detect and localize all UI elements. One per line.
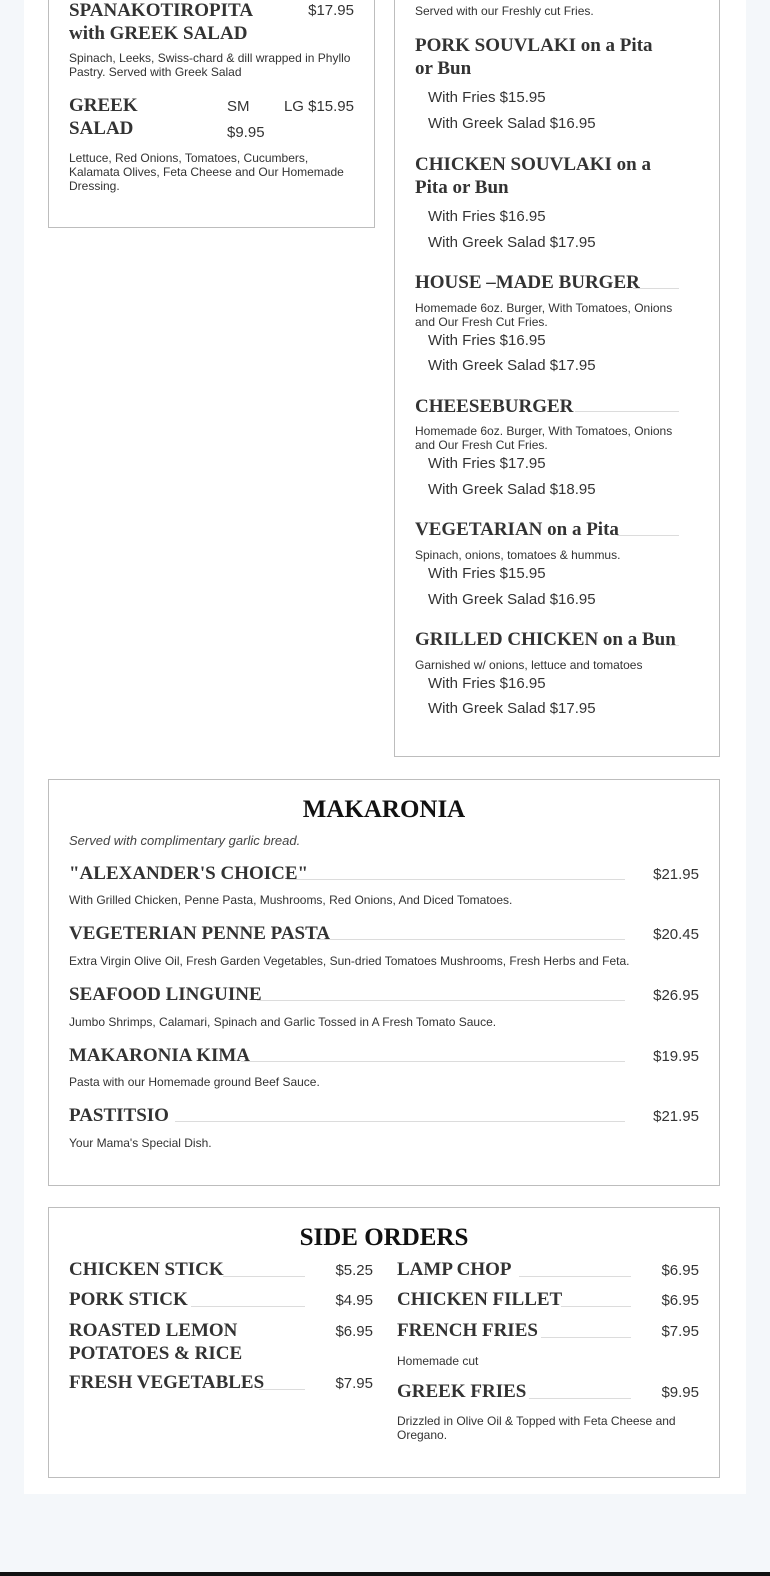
side-item-price: $6.95 (335, 1323, 373, 1340)
side-item-price: $4.95 (335, 1292, 373, 1309)
side-item-description: Homemade cut (397, 1354, 479, 1368)
dish-description: Lettuce, Red Onions, Tomatoes, Cucumbers, Kalamata Olives, Feta Cheese and Our Homemade Dressing. (69, 151, 344, 193)
dish-name: SEAFOOD LINGUINE (69, 984, 262, 1005)
dish-price: $9.95 (227, 124, 265, 141)
dotted-leader (519, 1276, 631, 1277)
dish-price: $19.95 (653, 1048, 699, 1065)
dish-description: With Grilled Chicken, Penne Pasta, Mushrooms, Red Onions, And Diced Tomatoes. (69, 893, 513, 907)
dish-name: CHICKEN SOUVLAKI on a Pita or Bun (415, 154, 651, 198)
side-item-name: FRENCH FRIES (397, 1320, 538, 1341)
dish-price-large: LG $15.95 (283, 98, 354, 115)
side-item-name: CHICKEN FILLET (397, 1289, 563, 1310)
section-title: MAKARONIA (302, 796, 466, 823)
dish-name: "ALEXANDER'S CHOICE" (69, 863, 309, 884)
dish-name: VEGETERIAN PENNE PASTA (69, 923, 331, 944)
dish-description: Extra Virgin Olive Oil, Fresh Garden Vegetables, Sun-dried Tomatoes Mushrooms, Fresh Herbs and Feta. (69, 954, 630, 968)
side-item-price: $5.25 (335, 1262, 373, 1279)
dish-name: PASTITSIO (69, 1105, 169, 1126)
dish-price: $26.95 (653, 987, 699, 1004)
dotted-leader (241, 1061, 625, 1062)
dish-price: $21.95 (653, 866, 699, 883)
option-price: With Greek Salad $17.95 (428, 357, 596, 374)
option-price: With Greek Salad $16.95 (428, 115, 596, 132)
dish-description: Spinach, onions, tomatoes & hummus. (415, 548, 621, 562)
dotted-leader (259, 1389, 305, 1390)
side-item-price: $6.95 (661, 1262, 699, 1279)
option-price: With Fries $16.95 (428, 675, 546, 692)
side-item-price: $7.95 (661, 1323, 699, 1340)
side-item-price: $9.95 (661, 1384, 699, 1401)
dish-name: MAKARONIA KIMA (69, 1045, 251, 1066)
dotted-leader (287, 879, 625, 880)
dotted-leader (257, 1000, 625, 1001)
dish-name: VEGETARIAN on a Pita (415, 519, 619, 540)
dish-description: Homemade 6oz. Burger, With Tomatoes, Onions and Our Fresh Cut Fries. (415, 424, 673, 452)
side-item-name: LAMP CHOP (397, 1259, 512, 1280)
dotted-leader (541, 1337, 631, 1338)
side-item-name: ROASTED LEMON POTATOES & RICE (69, 1320, 243, 1364)
dish-description: Homemade 6oz. Burger, With Tomatoes, Onions and Our Fresh Cut Fries. (415, 301, 673, 329)
dotted-leader (223, 1276, 305, 1277)
dish-description: Garnished w/ onions, lettuce and tomatoes (415, 658, 643, 672)
dotted-leader (633, 288, 679, 289)
footer-bar (0, 1572, 770, 1576)
dotted-leader (669, 645, 679, 646)
dish-name: CHEESEBURGER (415, 396, 574, 417)
side-item-description: Drizzled in Olive Oil & Topped with Feta Cheese and Oregano. (397, 1414, 676, 1442)
side-item-name: FRESH VEGETABLES (69, 1372, 265, 1393)
right-menu-panel (394, 0, 720, 757)
side-item-name: PORK STICK (69, 1289, 188, 1310)
option-price: With Greek Salad $17.95 (428, 700, 596, 717)
dish-description: Pasta with our Homemade ground Beef Sauce. (69, 1075, 320, 1089)
option-price: With Fries $15.95 (428, 89, 546, 106)
size-label: SM (227, 98, 250, 115)
side-item-price: $7.95 (335, 1375, 373, 1392)
dish-name: PORK SOUVLAKI on a Pita or Bun (415, 35, 653, 79)
side-item-name: CHICKEN STICK (69, 1259, 224, 1280)
dish-price: $21.95 (653, 1108, 699, 1125)
dotted-leader (191, 1306, 305, 1307)
side-orders-section (48, 1207, 720, 1478)
section-note: Served with complimentary garlic bread. (69, 833, 301, 848)
dotted-leader (617, 535, 679, 536)
dish-name: GREEK SALAD (69, 95, 138, 139)
dotted-leader (561, 1306, 631, 1307)
makaronia-section (48, 779, 720, 1186)
dish-description: Your Mama's Special Dish. (69, 1136, 212, 1150)
dish-price: $17.95 (308, 2, 354, 19)
dish-description: Spinach, Leeks, Swiss-chard & dill wrapped in Phyllo Pastry. Served with Greek Salad (69, 51, 351, 79)
option-price: With Greek Salad $18.95 (428, 481, 596, 498)
dotted-leader (317, 939, 625, 940)
option-price: With Fries $17.95 (428, 455, 546, 472)
option-price: With Greek Salad $17.95 (428, 234, 596, 251)
dish-description: Jumbo Shrimps, Calamari, Spinach and Garlic Tossed in A Fresh Tomato Sauce. (69, 1015, 497, 1029)
dotted-leader (575, 411, 679, 412)
section-title: SIDE ORDERS (299, 1224, 469, 1251)
option-price: With Fries $16.95 (428, 208, 546, 225)
dish-price: $20.45 (653, 926, 699, 943)
dotted-leader (529, 1398, 631, 1399)
dish-name: SPANAKOTIROPITA with GREEK SALAD (69, 0, 252, 44)
option-price: With Fries $15.95 (428, 565, 546, 582)
side-item-name: GREEK FRIES (397, 1381, 527, 1402)
option-price: With Fries $16.95 (428, 332, 546, 349)
left-menu-panel (48, 0, 375, 228)
side-item-price: $6.95 (661, 1292, 699, 1309)
menu-page (24, 0, 746, 1494)
dish-name: GRILLED CHICKEN on a Bun (415, 629, 676, 650)
option-price: With Greek Salad $16.95 (428, 591, 596, 608)
section-note: Served with our Freshly cut Fries. (415, 4, 594, 18)
dotted-leader (175, 1121, 625, 1122)
dish-name: HOUSE –MADE BURGER (415, 272, 640, 293)
